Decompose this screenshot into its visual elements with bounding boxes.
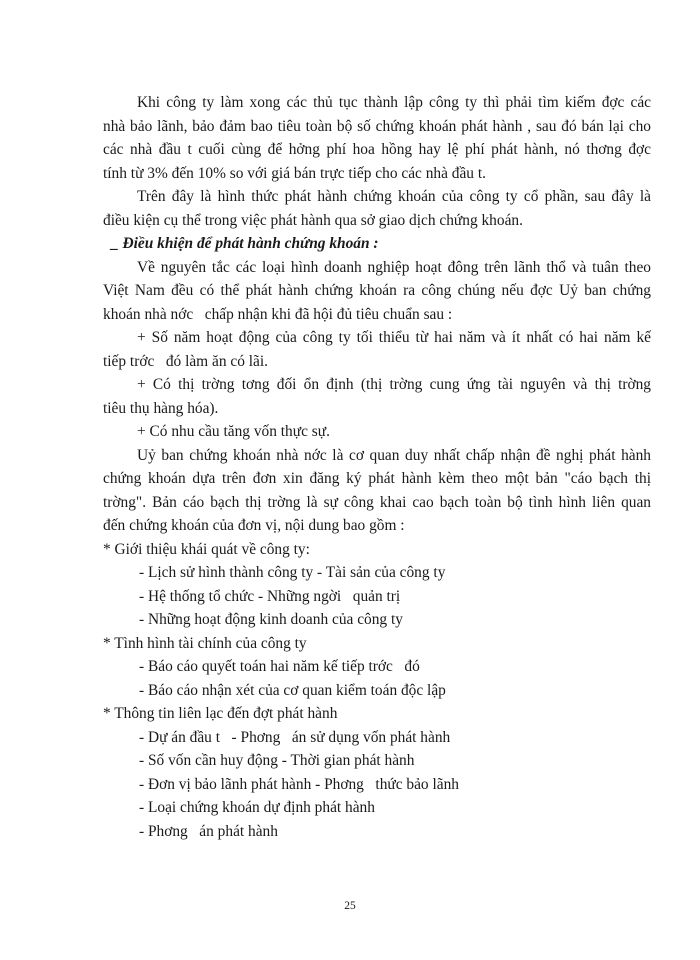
text-line: tiêu thụ hàng hóa). [103,399,219,417]
text-line: * Thông tin liên lạc đến đợt phát hành [103,705,338,722]
text-line: tính từ 3% đến 10% so với giá bán trực tiếp cho các nhà đầu t. [103,164,486,182]
text-line: Về nguyên tắc các loại hình doanh nghiệp hoạt đông trên lãnh thổ và tuân theo [137,258,651,276]
text-line: - Số vốn cần huy động - Thời gian phát hành [139,752,415,769]
text-line: - Báo cáo quyết toán hai năm kế tiếp trớc đó [139,658,420,675]
text-line: đến chứng khoán của đơn vị, nội dung bao gồm : [103,517,405,534]
text-line: - Báo cáo nhận xét của cơ quan kiểm toán độc lập [139,681,446,699]
text-line: - Loại chứng khoán dự định phát hành [139,799,375,816]
text-line: khoán nhà nớc chấp nhận khi đã hội đủ tiêu chuẩn sau : [103,305,453,323]
text-line: trờng". Bản cáo bạch thị trờng là sự công khai cao bạch toàn bộ tình hình liên quan [103,493,651,511]
text-line: + Số năm hoạt động của công ty tối thiểu từ hai năm và ít nhất có hai năm kế [137,329,651,346]
text-line: các nhà đầu t cuối cùng để hởng phí hoa hồng hay lệ phí phát hành, nó thơng đợc [103,141,651,158]
text-line: - Hệ thống tổ chức - Những ngời quản trị [139,587,401,605]
text-line: + Có thị trờng tơng đối ổn định (thị trờng cung ứng tài nguyên và thị trờng [137,376,651,393]
text-line: _ Điều khiện để phát hành chứng khoán : [111,235,379,252]
text-line: - Những hoạt động kinh doanh của công ty [139,611,403,628]
document-body [103,91,651,843]
text-line: - Đơn vị bảo lãnh phát hành - Phơng thức bảo lãnh [139,775,459,793]
text-line: tiếp trớc đó làm ăn có lãi. [103,352,268,370]
text-line: - Lịch sử hình thành công ty - Tài sản của công ty [139,564,446,581]
text-line: chứng khoán dựa trên đơn xin đăng ký phát hành kèm theo một bản "cáo bạch thị [103,470,651,487]
text-line: Uỷ ban chứng khoán nhà nớc là cơ quan duy nhất chấp nhận đề nghị phát hành [137,446,651,464]
text-line: - Phơng án phát hành [139,822,278,840]
text-line: nhà bảo lãnh, bảo đảm bao tiêu toàn bộ số chứng khoán phát hành , sau đó bán lại cho [103,117,651,135]
text-line: * Tình hình tài chính của công ty [103,634,307,652]
text-line: điều kiện cụ thể trong việc phát hành qua sở giao dịch chứng khoán. [103,211,523,229]
text-line: - Dự án đầu t - Phơng án sử dụng vốn phát hành [139,728,451,746]
text-line: Khi công ty làm xong các thủ tục thành lập công ty thì phải tìm kiếm đợc các [137,94,651,111]
text-line: Trên đây là hình thức phát hành chứng khoán của công ty cổ phần, sau đây là [137,188,651,205]
page-number: 25 [344,900,356,912]
text-line: + Có nhu cầu tăng vốn thực sự. [137,423,330,440]
text-line: * Giới thiệu khái quát về công ty: [103,540,310,558]
text-line: Việt Nam đều có thể phát hành chứng khoán ra công chúng nếu đợc Uỷ ban chứng [103,282,651,299]
